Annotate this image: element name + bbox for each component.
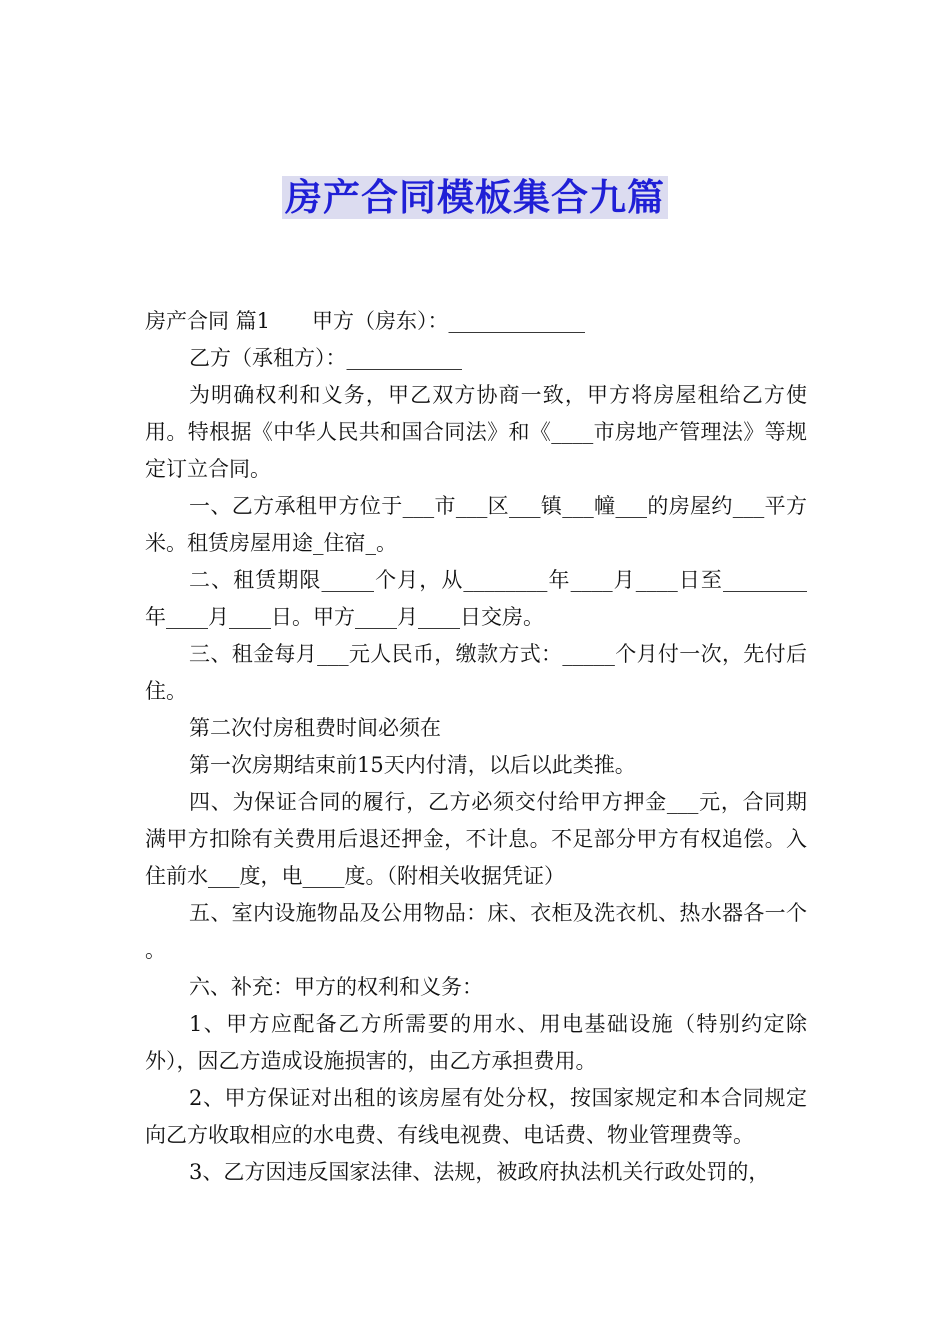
paragraph-clause-3: 三、租金每月___元人民币，缴款方式：_____个月付一次，先付后住。 <box>145 642 807 703</box>
paragraph-clause-4: 四、为保证合同的履行，乙方必须交付给甲方押金___元，合同期满甲方扣除有关费用后退还押金，不计息。不足部分甲方有权追偿。入住前水___度，电____度。（附相关收据凭证） <box>145 790 807 888</box>
paragraph-intro: 为明确权利和义务，甲乙双方协商一致，甲方将房屋租给乙方使用。特根据《中华人民共和国合同法》和《____市房地产管理法》等规定订立合同。 <box>145 383 807 481</box>
paragraph-party-b: 乙方（承租方）：___________ <box>189 346 462 370</box>
document-body <box>145 303 807 1191</box>
paragraph-item-3: 3、乙方因违反国家法律、法规，被政府执法机关行政处罚的， <box>189 1160 770 1184</box>
document-title-text: 房产合同模板集合九篇 <box>282 176 668 219</box>
paragraph-clause-5: 五、室内设施物品及公用物品：床、衣柜及洗衣机、热水器各一个 。 <box>145 901 807 962</box>
paragraph-item-1: 1、甲方应配备乙方所需要的用水、用电基础设施（特别约定除外），因乙方造成设施损害的，由乙方承担费用。 <box>145 1012 807 1073</box>
paragraph-heading-party-a: 房产合同 篇1 甲方（房东）：_____________ <box>145 309 586 333</box>
paragraph-first-period: 第一次房期结束前15天内付清，以后以此类推。 <box>189 753 636 777</box>
paragraph-clause-1: 一、乙方承租甲方位于___市___区___镇___幢___的房屋约___平方米。租赁房屋用途_住宿_。 <box>145 494 807 555</box>
paragraph-item-2: 2、甲方保证对出租的该房屋有处分权，按国家规定和本合同规定向乙方收取相应的水电费、有线电视费、电话费、物业管理费等。 <box>145 1086 807 1147</box>
document-title <box>0 172 950 224</box>
paragraph-clause-6: 六、补充：甲方的权利和义务： <box>189 975 483 999</box>
paragraph-second-payment: 第二次付房租费时间必须在 <box>189 716 441 740</box>
paragraph-clause-2: 二、租赁期限_____个月，从________年____月____日至________年____月____日。甲方____月____日交房。 <box>145 568 807 629</box>
